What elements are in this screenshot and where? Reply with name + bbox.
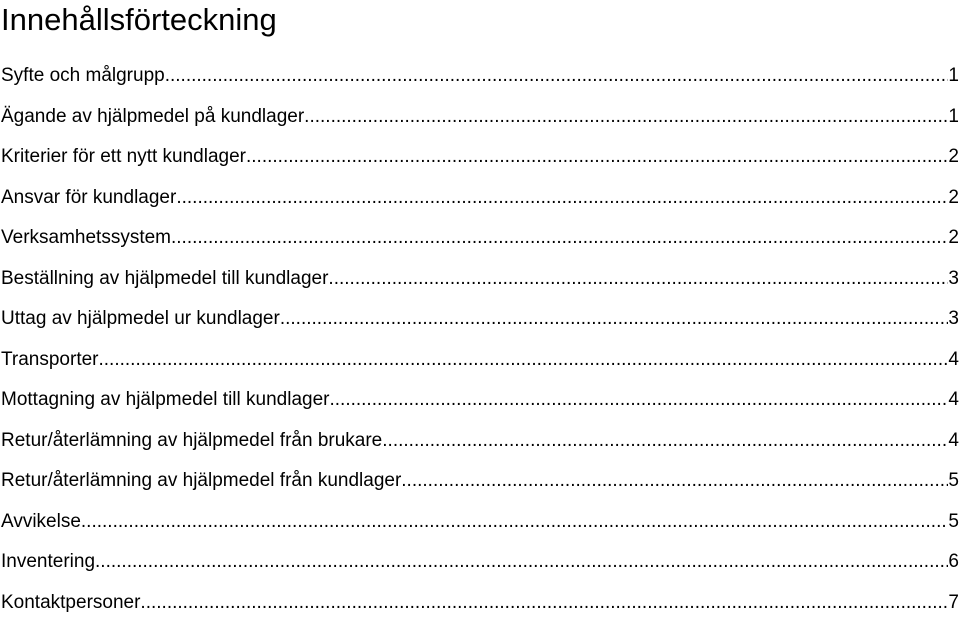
toc-entry-label: Avvikelse bbox=[0, 502, 81, 543]
toc-entry[interactable] bbox=[0, 583, 960, 623]
toc-entry-page-number: 4 bbox=[948, 421, 960, 462]
toc-entry-label: Mottagning av hjälpmedel till kundlager bbox=[0, 380, 329, 421]
toc-dot-leader bbox=[165, 56, 949, 97]
toc-entry-page-number: 3 bbox=[948, 259, 960, 300]
toc-dot-leader bbox=[280, 299, 949, 340]
toc-entry-label: Kontaktpersoner bbox=[0, 583, 140, 623]
toc-entry-page-number: 2 bbox=[948, 137, 960, 178]
toc-entry-page-number: 6 bbox=[948, 542, 960, 583]
toc-entry-page-number: 1 bbox=[948, 56, 960, 97]
toc-entry[interactable] bbox=[0, 461, 960, 502]
toc-entry-page-number: 3 bbox=[948, 299, 960, 340]
toc-dot-leader bbox=[328, 259, 948, 300]
toc-entry[interactable] bbox=[0, 56, 960, 97]
toc-entry-label: Retur/återlämning av hjälpmedel från brukare bbox=[0, 421, 382, 462]
toc-entry-page-number: 4 bbox=[948, 340, 960, 381]
toc-entry[interactable] bbox=[0, 178, 960, 219]
toc-entry-label: Uttag av hjälpmedel ur kundlager bbox=[0, 299, 280, 340]
toc-entry-page-number: 2 bbox=[948, 218, 960, 259]
toc-entry-page-number: 2 bbox=[948, 178, 960, 219]
page-title: Innehållsförteckning bbox=[1, 0, 277, 40]
toc-entry[interactable] bbox=[0, 97, 960, 138]
toc-dot-leader bbox=[329, 380, 948, 421]
toc-entry[interactable] bbox=[0, 380, 960, 421]
toc-entry[interactable] bbox=[0, 542, 960, 583]
toc-dot-leader bbox=[171, 218, 948, 259]
toc-entry-label: Retur/återlämning av hjälpmedel från kundlager bbox=[0, 461, 401, 502]
toc-entry-page-number: 5 bbox=[948, 461, 960, 502]
toc-entry-page-number: 1 bbox=[948, 97, 960, 138]
toc-dot-leader bbox=[99, 340, 949, 381]
toc-dot-leader bbox=[304, 97, 948, 138]
toc-entry[interactable] bbox=[0, 137, 960, 178]
toc-entry[interactable] bbox=[0, 299, 960, 340]
toc-entry-label: Transporter bbox=[0, 340, 99, 381]
toc-entry[interactable] bbox=[0, 421, 960, 462]
toc-entry-page-number: 7 bbox=[948, 583, 960, 623]
toc-entry-page-number: 4 bbox=[948, 380, 960, 421]
toc-dot-leader bbox=[176, 178, 948, 219]
toc-entry[interactable] bbox=[0, 259, 960, 300]
toc-entry-page-number: 5 bbox=[948, 502, 960, 543]
toc-entry[interactable] bbox=[0, 502, 960, 543]
toc-entry-label: Ägande av hjälpmedel på kundlager bbox=[0, 97, 304, 138]
toc-entry-label: Inventering bbox=[0, 542, 95, 583]
toc-dot-leader bbox=[246, 137, 948, 178]
toc-entry-label: Verksamhetssystem bbox=[0, 218, 171, 259]
toc-dot-leader bbox=[140, 583, 948, 623]
toc-entry-label: Kriterier för ett nytt kundlager bbox=[0, 137, 246, 178]
toc-entry-label: Beställning av hjälpmedel till kundlager bbox=[0, 259, 328, 300]
toc-dot-leader bbox=[95, 542, 948, 583]
toc-dot-leader bbox=[401, 461, 948, 502]
toc-entry[interactable] bbox=[0, 340, 960, 381]
toc-dot-leader bbox=[382, 421, 948, 462]
toc-entry-label: Ansvar för kundlager bbox=[0, 178, 176, 219]
toc-entry-label: Syfte och målgrupp bbox=[0, 56, 165, 97]
toc-entry[interactable] bbox=[0, 218, 960, 259]
toc-dot-leader bbox=[81, 502, 949, 543]
toc-list bbox=[0, 56, 960, 623]
